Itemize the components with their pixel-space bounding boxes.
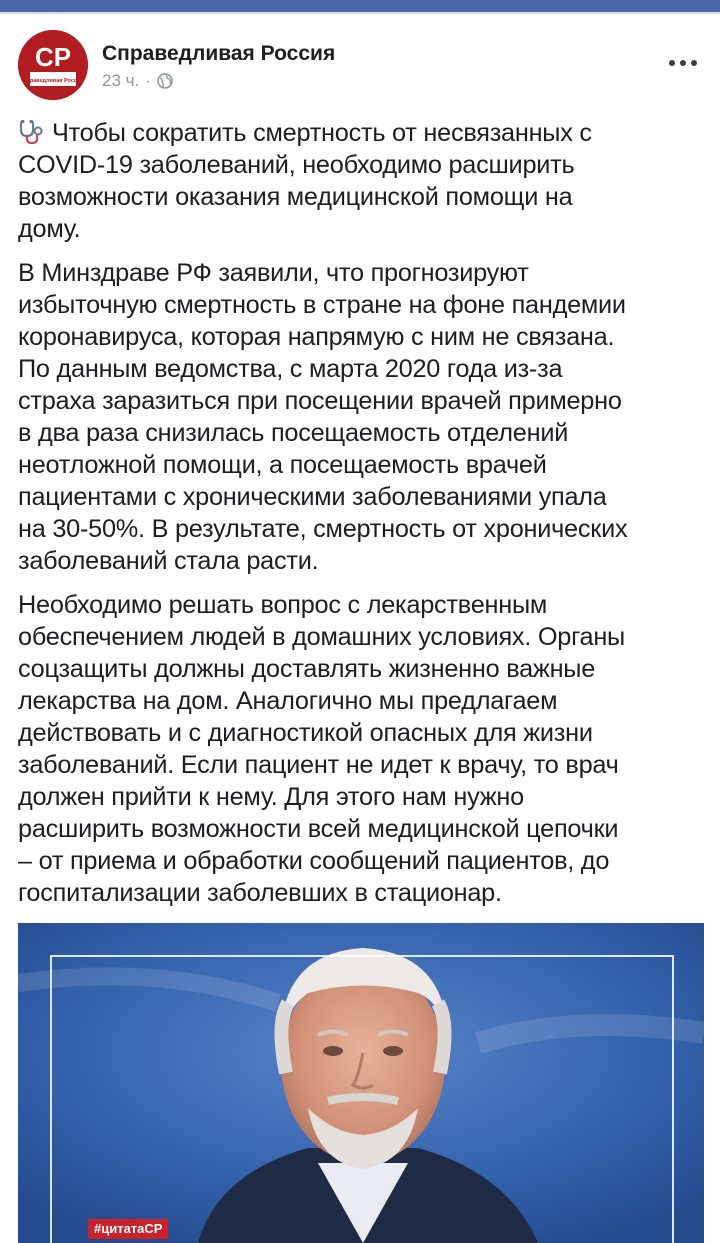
post-header: [0, 14, 720, 114]
more-dots-icon[interactable]: [660, 52, 706, 74]
globe-icon: [157, 73, 173, 89]
image-frame: [50, 955, 674, 1243]
post-paragraph-3: Необходимо решать вопрос с лекарственным обеспечением людей в домашних условиях. Органы соцзащиты должны доставлять жизненно важные лекарства на дом. Аналогично мы предлагаем действовать и с диагностикой опасных для жизни заболеваний. Если пациент не идет к врачу, то врач должен прийти к нему. Для этого нам нужно расширить возможности всей медицинской цепочки – от приема и обработки сообщений пациентов, до госпитализации заболевших в стационар.: [18, 591, 625, 907]
stethoscope-icon: [18, 119, 46, 145]
paragraph-text: Чтобы сократить смертность от несвязанных с COVID-19 заболеваний, необходимо расширить возможности оказания медицинской помощи на дому.: [18, 119, 592, 243]
page-logo-icon: [18, 30, 88, 100]
meta-separator: ·: [145, 71, 151, 90]
post-image[interactable]: [18, 923, 704, 1243]
post-time[interactable]: 23 ч.: [102, 71, 140, 90]
page-name-link[interactable]: Справедливая Россия: [102, 42, 336, 65]
hashtag-badge: #цитатаСР: [88, 1219, 168, 1239]
post-paragraph-1: [18, 117, 708, 245]
post-meta: [102, 71, 173, 91]
avatar-text: СР: [34, 42, 72, 72]
app-top-bar: [0, 0, 720, 12]
avatar-subtext: Справедливая Россия: [22, 78, 84, 84]
post-body: [18, 117, 708, 921]
avatar[interactable]: [18, 30, 88, 100]
post-paragraph-2: В Минздраве РФ заявили, что прогнозируют избыточную смертность в стране на фоне пандемии коронавируса, которая напрямую с ним не связана. По данным ведомства, с марта 2020 года из-за страха заразиться при посещении врачей примерно в два раза снизилась посещаемость отделений неотложной помощи, а посещаемость врачей пациентами с хроническими заболеваниями упала на 30-50%. В результате, смертность от хронических заболеваний стала расти.: [18, 259, 628, 575]
